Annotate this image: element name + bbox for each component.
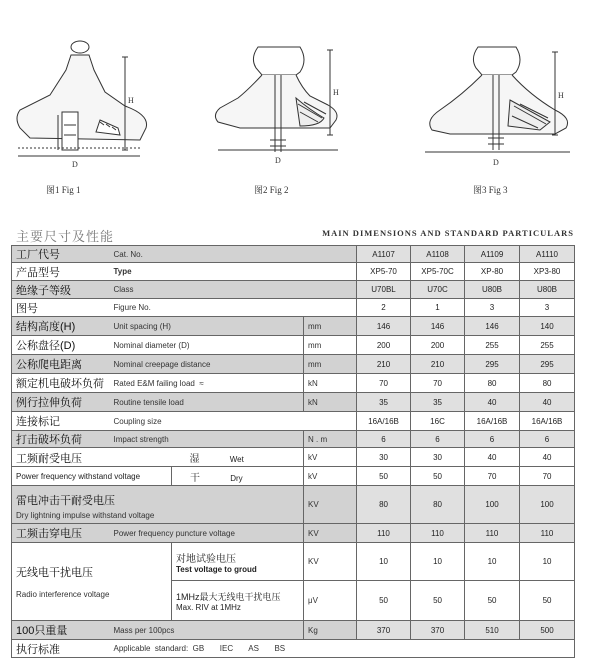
wet-cn: 湿 xyxy=(189,453,200,465)
row-diameter: 公称盘径(D) Nominal diameter (D) mm 200 200 255 255 xyxy=(12,336,575,355)
row-mass: 100只重量 Mass per 100pcs Kg 370 370 510 500 xyxy=(12,621,575,640)
row-impact: 打击破坏负荷 Impact strength N . m 6 6 6 6 xyxy=(12,431,575,448)
figure-2-caption: 图2 Fig 2 xyxy=(254,185,289,195)
dry-en: Dry xyxy=(230,473,243,483)
fig3-h-label: H xyxy=(558,91,564,100)
fig1-d-label: D xyxy=(72,160,78,169)
row-pf-withstand-wet: 工频耐受电压 湿 Wet kV 30 30 40 40 xyxy=(12,448,575,467)
lightning-cn: 雷电冲击干耐受电压 xyxy=(16,494,115,507)
riv-max-cn: 1MHz最大无线电干扰电压 xyxy=(176,591,281,602)
fig2-d-label: D xyxy=(275,156,281,165)
dry-cn: 干 xyxy=(190,472,200,484)
figure-1-caption: 图1 Fig 1 xyxy=(46,185,81,195)
row-pf-withstand-dry: Power frequency withstand voltage 干 Dry kV 50 50 70 70 xyxy=(12,467,575,486)
riv-test-en: Test voltage to groud xyxy=(176,564,257,574)
row-creepage: 公称爬电距离 Nominal creepage distance mm 210 210 295 295 xyxy=(12,355,575,374)
figure-2-drawing xyxy=(215,47,339,165)
lightning-en: Dry lightning impulse withstand voltage xyxy=(16,510,155,520)
row-lightning: 雷电冲击干耐受电压 Dry lightning impulse withstand voltage KV 80 80 100 100 xyxy=(12,486,575,524)
figure-3-caption: 图3 Fig 3 xyxy=(473,185,508,195)
section-title-en: MAIN DIMENSIONS AND STANDARD PARTICULARS xyxy=(322,228,574,238)
fig1-h-label: H xyxy=(128,96,134,105)
figure-3-drawing xyxy=(425,47,570,167)
row-class: 绝缘子等级 Class U70BL U70C U80B U80B xyxy=(12,281,575,299)
specs-table xyxy=(11,245,575,658)
row-standard: 执行标准 Applicable standard: GB IEC AS BS xyxy=(12,640,575,658)
section-title-cn: 主要尺寸及性能 xyxy=(16,229,115,244)
row-em-load: 额定机电破坏负荷 Rated E&M failing load ≈ kN 70 70 80 80 xyxy=(12,374,575,393)
fig2-h-label: H xyxy=(333,88,339,97)
riv-en: Radio interference voltage xyxy=(16,590,110,599)
fig3-d-label: D xyxy=(493,158,499,167)
row-factory-code: 工厂代号 Cat. No. A1107 A1108 A1109 A1110 xyxy=(12,246,575,263)
insulator-figures xyxy=(0,0,600,205)
row-riv-max: 1MHz最大无线电干扰电压 Max. RIV at 1MHz μV 50 50 50 50 xyxy=(12,581,575,621)
figure-1-drawing xyxy=(17,41,147,169)
row-routine-load: 例行拉伸负荷 Routine tensile load kN 35 35 40 40 xyxy=(12,393,575,412)
em-load-mark: ≈ xyxy=(199,378,204,388)
riv-test-cn: 对地试验电压 xyxy=(176,553,236,565)
riv-max-en: Max. RIV at 1MHz xyxy=(176,602,241,612)
row-product-type: 产品型号 Type XP5-70 XP5-70C XP-80 XP3-80 xyxy=(12,263,575,281)
row-unit-spacing: 结构高度(H) Unit spacing (H) mm 146 146 146 140 xyxy=(12,317,575,336)
row-puncture: 工频击穿电压 Power frequency puncture voltage KV 110 110 110 110 xyxy=(12,524,575,543)
row-figure-no: 图号 Figure No. 2 1 3 3 xyxy=(12,299,575,317)
row-coupling: 连接标记 Coupling size 16A/16B 16C 16A/16B 16A/16B xyxy=(12,412,575,431)
em-load-en: Rated E&M failing load xyxy=(113,378,195,388)
wet-en: Wet xyxy=(229,454,244,464)
row-riv-test: 无线电干扰电压 Radio interference voltage 对地试验电压 Test voltage to groud KV 10 10 10 10 xyxy=(12,543,575,581)
riv-cn: 无线电干扰电压 xyxy=(16,567,93,579)
